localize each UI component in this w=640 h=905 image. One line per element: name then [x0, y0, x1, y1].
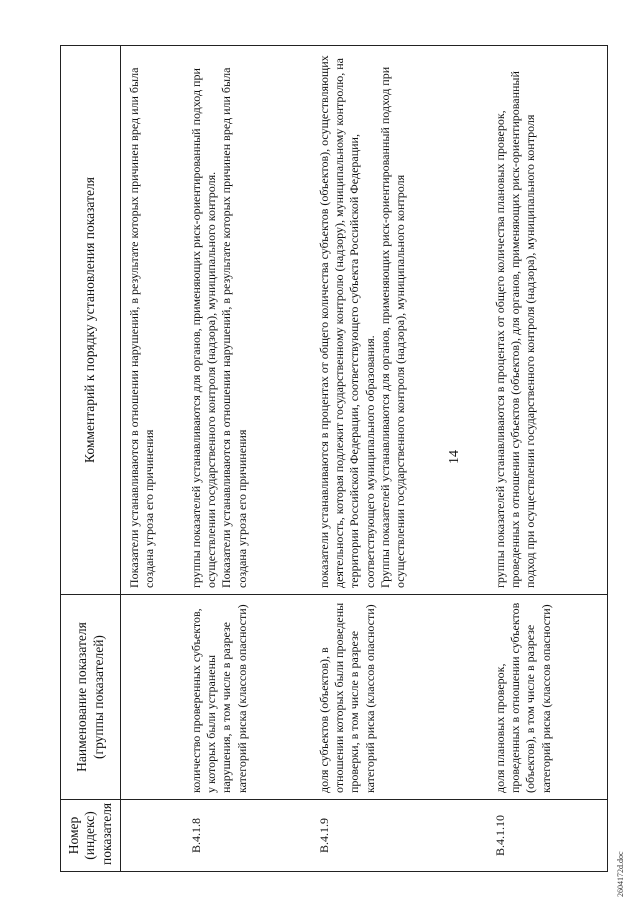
document-code: 2604172d.doc	[616, 851, 625, 897]
row-comment	[183, 46, 311, 595]
row-name: доля плановых проверок, проведенных в отношении субъектов (объектов), в том числе в разрезе категорий риска (классов опасности)	[487, 595, 608, 800]
row-comment	[311, 46, 487, 595]
table-row	[311, 46, 487, 872]
comment-paragraph: группы показателей устанавливаются для органов, применяющих риск-ориентированный подход при осуществлении государственного контроля (надзора), муниципального контроля.	[188, 68, 218, 588]
table-row	[487, 46, 608, 872]
header-name: Наименование показателя (группы показателей)	[61, 595, 121, 800]
row-comment	[121, 46, 183, 595]
comment-paragraph: Группы показателей устанавливаются для органов, применяющих риск-ориентированный подход при осуществлении государственного контроля (надзора), муниципального контроля	[377, 66, 408, 588]
comment-paragraph: группы показателей устанавливаются в процентах от общего количества плановых проверок, проведенных в отношении субъектов (объектов), для органов, применяющих риск-ориентированный подход при осуществлении государственного контроля (надзора), муниципального контроля	[492, 71, 538, 588]
header-number: Номер (индекс) показателя	[61, 800, 121, 872]
comment-paragraph: показатели устанавливаются в процентах от общего количества субъектов (объектов), осуществляющих деятельность, которая подлежит государственному контролю (надзору), муниципальному контролю, на территории Российской Федерации, соответствующего субъекта Российской Федерации, соответствующего муниципального образования.	[316, 55, 377, 588]
row-id	[121, 800, 183, 872]
table-row	[121, 46, 183, 872]
row-id: В.4.1.8	[183, 800, 311, 872]
row-name	[121, 595, 183, 800]
comment-paragraph: Показатели устанавливаются в отношении нарушений, в результате которых причинен вред или была создана угроза его причинения	[219, 67, 249, 588]
row-id: В.4.1.9	[311, 800, 487, 872]
table-row	[183, 46, 311, 872]
row-id: В.4.1.10	[487, 800, 608, 872]
row-comment	[487, 46, 608, 595]
header-comment: Комментарий к порядку установления показателя	[61, 46, 121, 595]
row-name: количество проверенных субъектов, у которых были устранены нарушения, в том числе в разрезе категорий риска (классов опасности)	[183, 595, 311, 800]
indicator-table	[60, 45, 608, 872]
page-number: 14	[447, 450, 462, 464]
row-name: доля субъектов (объектов), в отношении которых были проведены проверки, в том числе в разрезе категорий риска (классов опасности)	[311, 595, 487, 800]
table-header-row	[61, 46, 121, 872]
comment-paragraph: Показатели устанавливаются в отношении нарушений, в результате которых причинен вред или была создана угроза его причинения	[127, 67, 157, 588]
